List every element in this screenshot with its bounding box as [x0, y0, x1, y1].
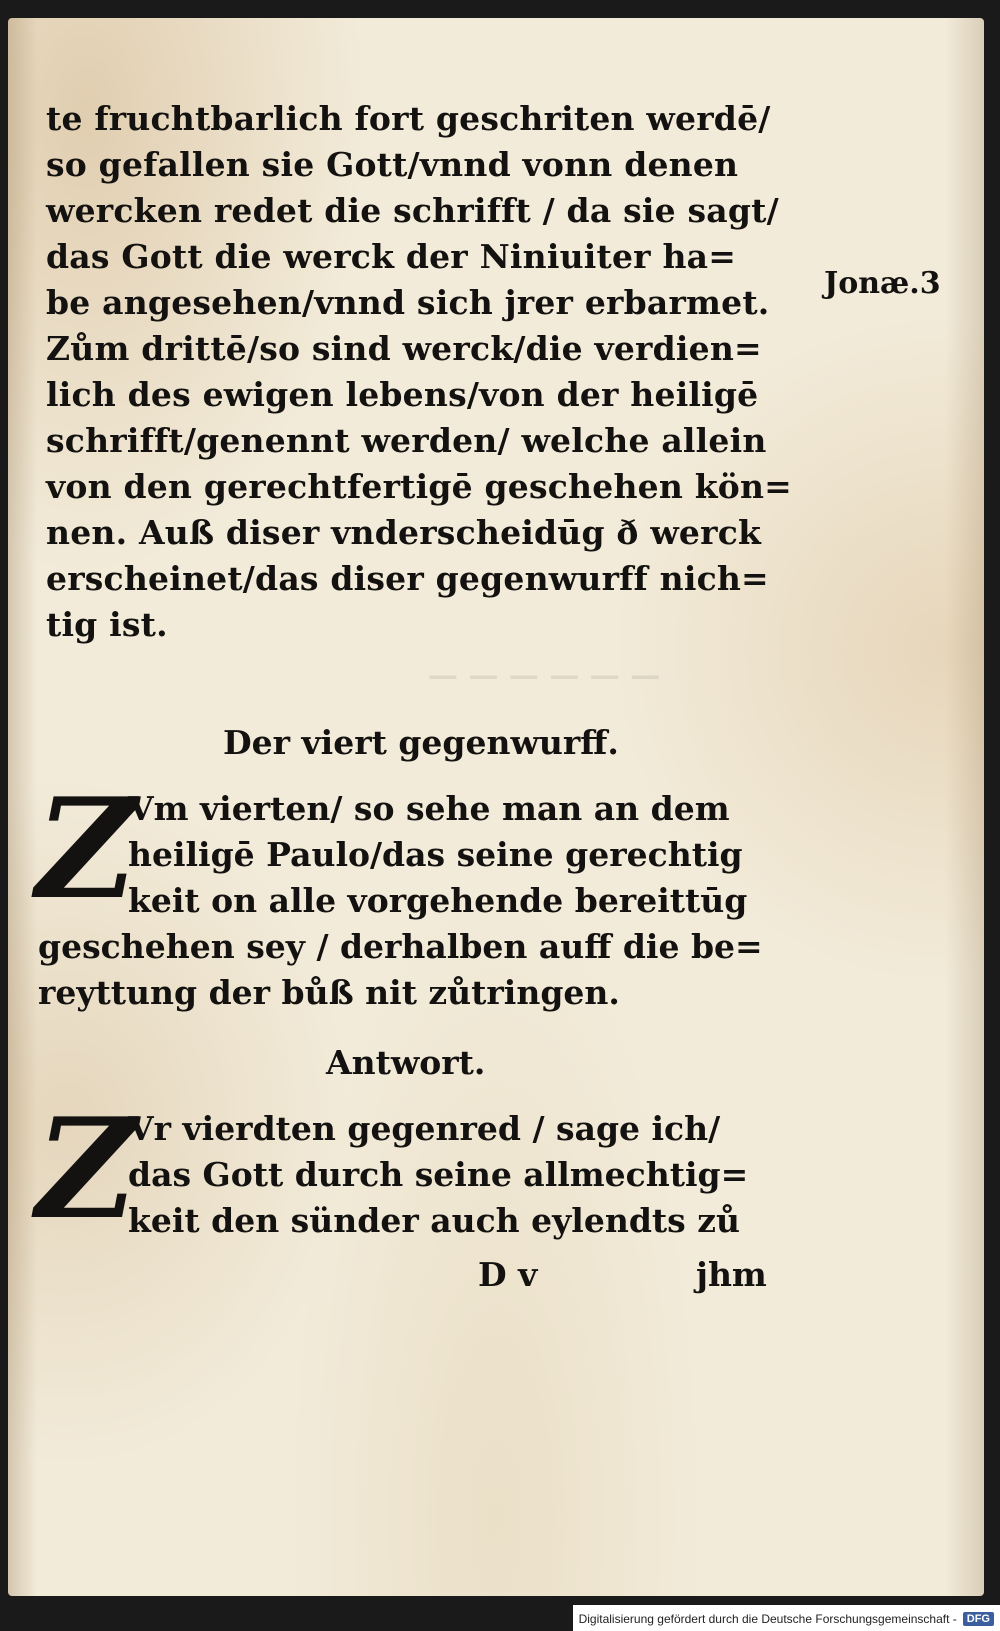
text-line: keit den sünder auch eylendts zů — [128, 1201, 740, 1240]
text-line: be angesehen/vnnd sich jrer erbarmet. — [46, 283, 770, 322]
text-line: Vm vierten/ so sehe man an dem — [128, 789, 730, 828]
text-line: schrifft/genennt werden/ welche allein — [46, 421, 767, 460]
text-line: Vr vierdten gegenred / sage ich/ — [128, 1109, 721, 1148]
text-line: so gefallen sie Gott/vnnd vonn denen — [46, 145, 739, 184]
text-line: geschehen sey / derhalben auff die be= — [38, 927, 763, 966]
text-line: das Gott die werck der Niniuiter ha= — [46, 237, 737, 276]
drop-initial: Z — [36, 1087, 137, 1250]
book-page — [8, 18, 984, 1596]
dfg-logo: DFG — [963, 1612, 994, 1626]
text-line: erscheinet/das diser gegenwurff nich= — [46, 559, 769, 598]
text-line: tig ist. — [46, 605, 168, 644]
margin-note: Jonæ.3 — [824, 266, 941, 301]
signature-mark: D v — [478, 1255, 538, 1294]
catchword: jhm — [696, 1255, 767, 1294]
heading-antwort: Antwort. — [326, 1043, 486, 1082]
text-line: nen. Auß diser vnderscheidūg ð werck — [46, 513, 762, 552]
digitization-footer — [573, 1605, 1000, 1631]
text-line: von den gerechtfertigē geschehen kön= — [46, 467, 793, 506]
text-line: lich des ewigen lebens/von der heiligē — [46, 375, 759, 414]
text-line: te fruchtbarlich fort geschriten werdē/ — [46, 99, 771, 138]
text-line: keit on alle vorgehende bereittūg — [128, 881, 748, 920]
text-line: wercken redet die schrifft / da sie sagt/ — [46, 191, 779, 230]
show-through-text: — — — — — — — [428, 658, 661, 693]
text-line: Zům drittē/so sind werck/die verdien= — [46, 329, 762, 368]
drop-initial: Z — [36, 767, 137, 930]
text-line: heiligē Paulo/das seine gerechtig — [128, 835, 743, 874]
footer-text: Digitalisierung gefördert durch die Deutsche Forschungsgemeinschaft - — [578, 1612, 957, 1626]
text-line: das Gott durch seine allmechtig= — [128, 1155, 749, 1194]
heading-viert-gegenwurff: Der viert gegenwurff. — [223, 723, 619, 762]
text-line: reyttung der bůß nit zůtringen. — [38, 973, 620, 1012]
